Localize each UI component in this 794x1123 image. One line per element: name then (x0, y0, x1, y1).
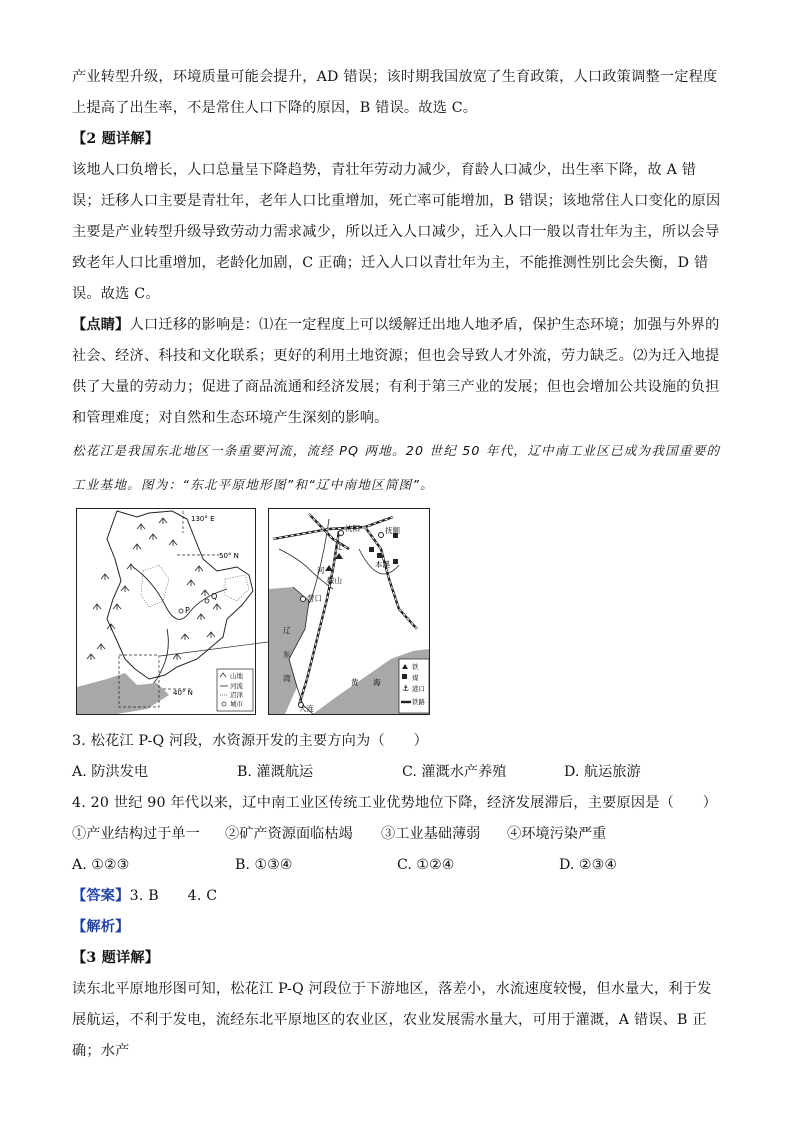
q2-heading: 【2 题详解】 (72, 131, 160, 147)
legend-river: 河流 (230, 682, 243, 690)
q4-factor-3: ③工业基础薄弱 (381, 826, 481, 842)
label-huanghai-1: 黄 (351, 678, 359, 687)
q4-option-a[interactable]: A. ①②③ (72, 857, 130, 873)
city-benxi: 本溪 (375, 560, 390, 569)
liaozhongnan-map (268, 508, 430, 715)
label-130e: 130° E (191, 515, 215, 523)
legend-port: 港口 (412, 685, 425, 693)
q4-factors (72, 819, 724, 850)
q3-option-a[interactable]: A. 防洪发电 (72, 764, 149, 780)
legend-railway: 铁路 (412, 698, 425, 706)
label-liaodong-3: 湾 (283, 674, 291, 683)
city-anshan: 鞍山 (327, 576, 342, 585)
label-p: P (185, 606, 190, 615)
q3-options (72, 757, 724, 788)
label-liao: 辽 (335, 542, 343, 551)
q3-stem: 3. 松花江 P-Q 河段，水资源开发的主要方向为（ ） (72, 733, 428, 749)
label-liaodong-1: 辽 (283, 626, 291, 635)
q4-stem: 4. 20 世纪 90 年代以来，辽中南工业区传统工业优势地位下降，经济发展滞后，主要原因是（ ） (72, 795, 718, 811)
label-50n: 50° N (219, 552, 239, 560)
q4-factor-2: ②矿产资源面临枯竭 (225, 826, 353, 842)
label-he: 河 (317, 566, 325, 575)
q4-option-c[interactable]: C. ①②④ (397, 857, 455, 873)
q4-factor-4: ④环境污染严重 (507, 826, 607, 842)
q4-option-d[interactable]: D. ②③④ (559, 857, 618, 873)
city-dalian: 大连 (299, 704, 314, 713)
tip-body: 人口迁移的影响是：⑴在一定程度上可以缓解迁出地人地矛盾，保护生态环境；加强与外界的社会、经济、科技和文化联系；更好的利用土地资源；但也会导致人才外流，劳力缺乏。⑵为迁入地提供了大量的劳动力；促进了商品流通和经济发展；有利于第三产业的发展；但也会增加公共设施的负担和管理难度；对自然和生态环境产生深刻的影响。 (72, 317, 720, 426)
q3-heading: 【3 题详解】 (72, 950, 160, 966)
q4-factor-1: ①产业结构过于单一 (72, 826, 200, 842)
legend-marsh: 沼泽 (230, 691, 243, 699)
label-huanghai-2: 海 (373, 678, 381, 687)
connector-line (160, 640, 270, 670)
q3-explanation: 读东北平原地形图可知，松花江 P-Q 河段位于下游地区，落差小，水流速度较慢，但水量大，利于发展航运，不利于发电，流经东北平原地区的农业区，农业发展需水量大，可用于灌溉，A 错误、B 正确；水产 (72, 981, 712, 1059)
northeast-plain-map (76, 508, 256, 715)
legend-coal: 煤 (412, 674, 419, 682)
paragraph-previous-explanation: 产业转型升级，环境质量可能会提升，AD 错误；该时期我国放宽了生育政策，人口政策调整一定程度上提高了出生率，不是常住人口下降的原因，B 错误。故选 C。 (72, 69, 718, 116)
anchor-icon: ⚓ (402, 684, 410, 693)
q4-options (72, 850, 724, 881)
city-fushun: 抚顺 (385, 526, 400, 535)
city-shenyang: 沈阳 (345, 524, 360, 533)
label-liaodong-2: 东 (283, 650, 291, 659)
label-q: Q (211, 592, 218, 601)
tip-paragraph (72, 310, 724, 434)
legend-city: 城市 (230, 700, 243, 708)
answer-label: 【答案】 (72, 888, 130, 904)
tip-label: 【点睛】 (72, 317, 130, 333)
q3-option-c[interactable]: C. 灌溉水产养殖 (402, 764, 507, 780)
figures (72, 508, 724, 720)
q3-option-b[interactable]: B. 灌溉航运 (237, 764, 314, 780)
answer-line (72, 881, 724, 912)
label-40n: 40° N (173, 689, 193, 697)
legend-mountain: 山地 (230, 672, 243, 680)
city-yingkou: 营口 (307, 594, 322, 603)
answer-values: 3. B 4. C (129, 888, 218, 904)
analysis-label: 【解析】 (72, 919, 130, 935)
q2-explanation: 该地人口负增长，人口总量呈下降趋势，青壮年劳动力减少，育龄人口减少，出生率下降，故 A 错误；迁移人口主要是青壮年，老年人口比重增加，死亡率可能增加，B 错误；该地常住人口变化的原因主要是产业转型升级导致劳动力需求减少，所以迁入人口减少，迁入人口一般以青壮年为主，所以会导致老年人口比重增加，老龄化加剧，C 正确；迁入人口以青壮年为主，不能推测性别比会失衡，D 错误。故选 C。 (72, 162, 721, 302)
page-content (72, 62, 724, 1067)
legend-iron: 铁 (412, 663, 419, 671)
q3-option-d[interactable]: D. 航运旅游 (564, 764, 641, 780)
q4-option-b[interactable]: B. ①③④ (235, 857, 293, 873)
material-intro: 松花江是我国东北地区一条重要河流，流经 PQ 两地。20 世纪 50 年代，辽中南工业区已成为我国重要的工业基地。图为：“东北平原地形图”和“辽中南地区简图”。 (72, 443, 721, 492)
